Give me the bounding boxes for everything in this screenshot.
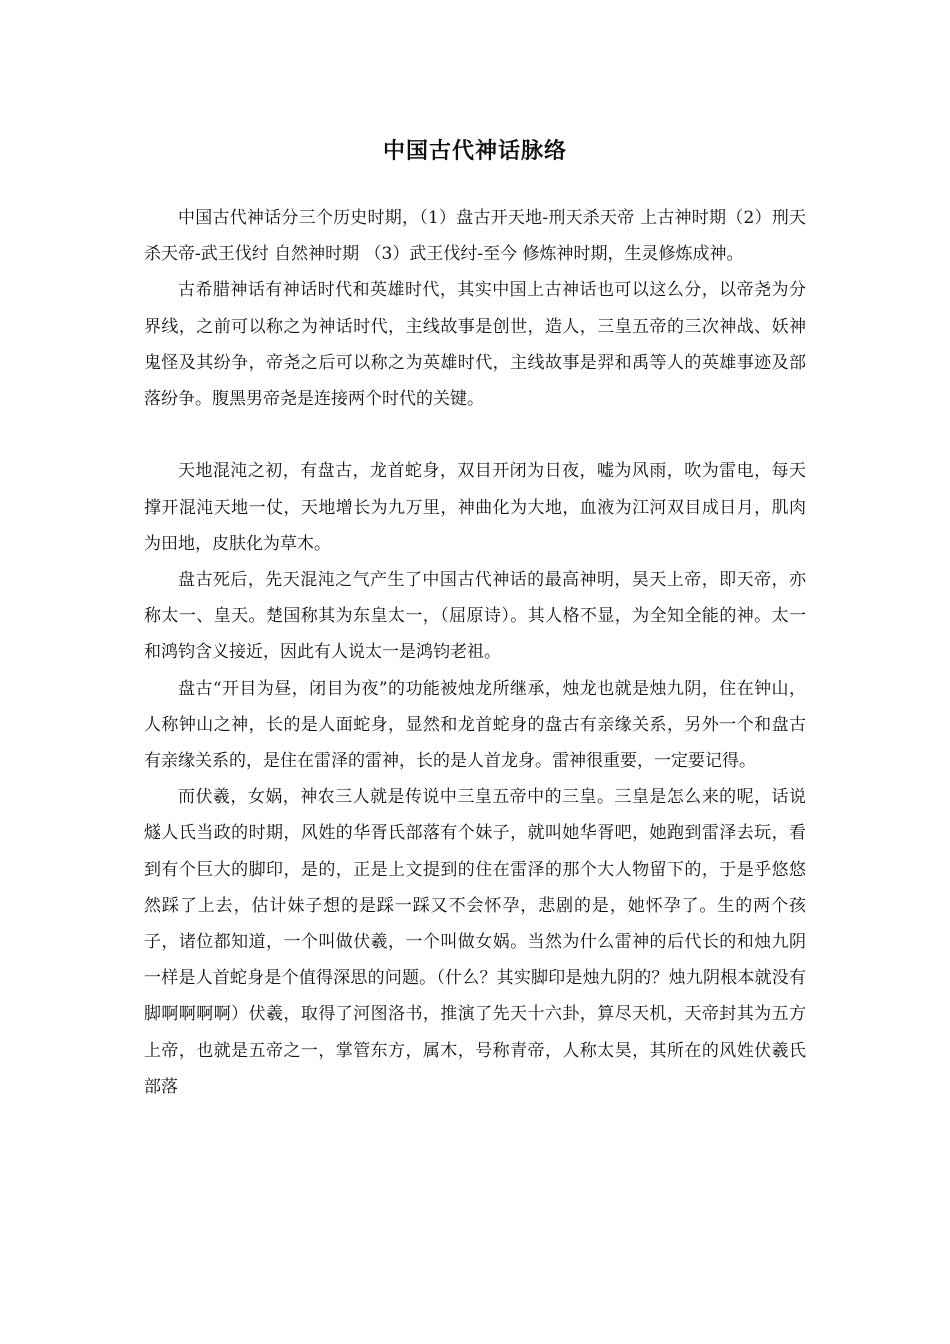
paragraph-haotian-shangdi: 盘古死后，先天混沌之气产生了中国古代神话的最高神明，昊天上帝，即天帝，亦称太一、皇天。楚国称其为东皇太一，（屈原诗）。其人格不显，为全知全能的神。太一和鸿钧含义接近，因此有人说太一是鸿钧老祖。 (144, 570, 806, 663)
paragraph-pangu-creation: 天地混沌之初，有盘古，龙首蛇身，双目开闭为日夜，嘘为风雨，吹为雷电，每天撑开混沌天地一仗，天地增长为九万里，神曲化为大地，血液为江河双目成日月，肌肉为田地，皮肤化为草木。 (144, 461, 806, 554)
paragraph-gap (144, 417, 806, 453)
paragraph-zhulong: 盘古“开目为昼，闭目为夜”的功能被烛龙所继承，烛龙也就是烛九阴，住在钟山，人称钟山之神，长的是人面蛇身，显然和龙首蛇身的盘古有亲缘关系，另外一个和盘古有亲缘关系的，是住在雷泽的雷神，长的是人首龙身。雷神很重要，一定要记得。 (144, 678, 806, 772)
document-title: 中国古代神话脉络 (382, 139, 567, 164)
document-body (144, 200, 806, 1105)
paragraph-historical-periods: 中国古代神话分三个历史时期，（1）盘古开天地-刑天杀天帝 上古神时期（2）刑天杀天帝-武王伐纣 自然神时期 （3）武王伐纣-至今 修炼神时期，生灵修炼成神。 (144, 208, 806, 265)
paragraph-three-sovereigns: 而伏羲，女娲，神农三人就是传说中三皇五帝中的三皇。三皇是怎么来的呢，话说燧人氏当政的时期，风姓的华胥氏部落有个妹子，就叫她华胥吧，她跑到雷泽去玩，看到有个巨大的脚印，是的，正是上文提到的住在雷泽的那个大人物留下的，于是乎悠悠然踩了上去，估计妹子想的是踩一踩又不会怀孕，悲剧的是，她怀孕了。生的两个孩子，诸位都知道，一个叫做伏羲，一个叫做女娲。当然为什么雷神的后代长的和烛九阴一样是人首蛇身是个值得深思的问题。（什么？其实脚印是烛九阴的？烛九阴根本就没有脚啊啊啊啊）伏羲，取得了河图洛书，推演了先天十六卦，算尽天机，天帝封其为五方上帝，也就是五帝之一，掌管东方，属木，号称青帝，人称太昊，其所在的风姓伏羲氏部落 (144, 787, 806, 1097)
paragraph-greek-comparison: 古希腊神话有神话时代和英雄时代，其实中国上古神话也可以这么分，以帝尧为分界线，之前可以称之为神话时代，主线故事是创世，造人，三皇五帝的三次神战、妖神鬼怪及其纷争，帝尧之后可以称之为英雄时代，主线故事是羿和禹等人的英雄事迹及部落纷争。腹黑男帝尧是连接两个时代的关键。 (144, 280, 806, 410)
